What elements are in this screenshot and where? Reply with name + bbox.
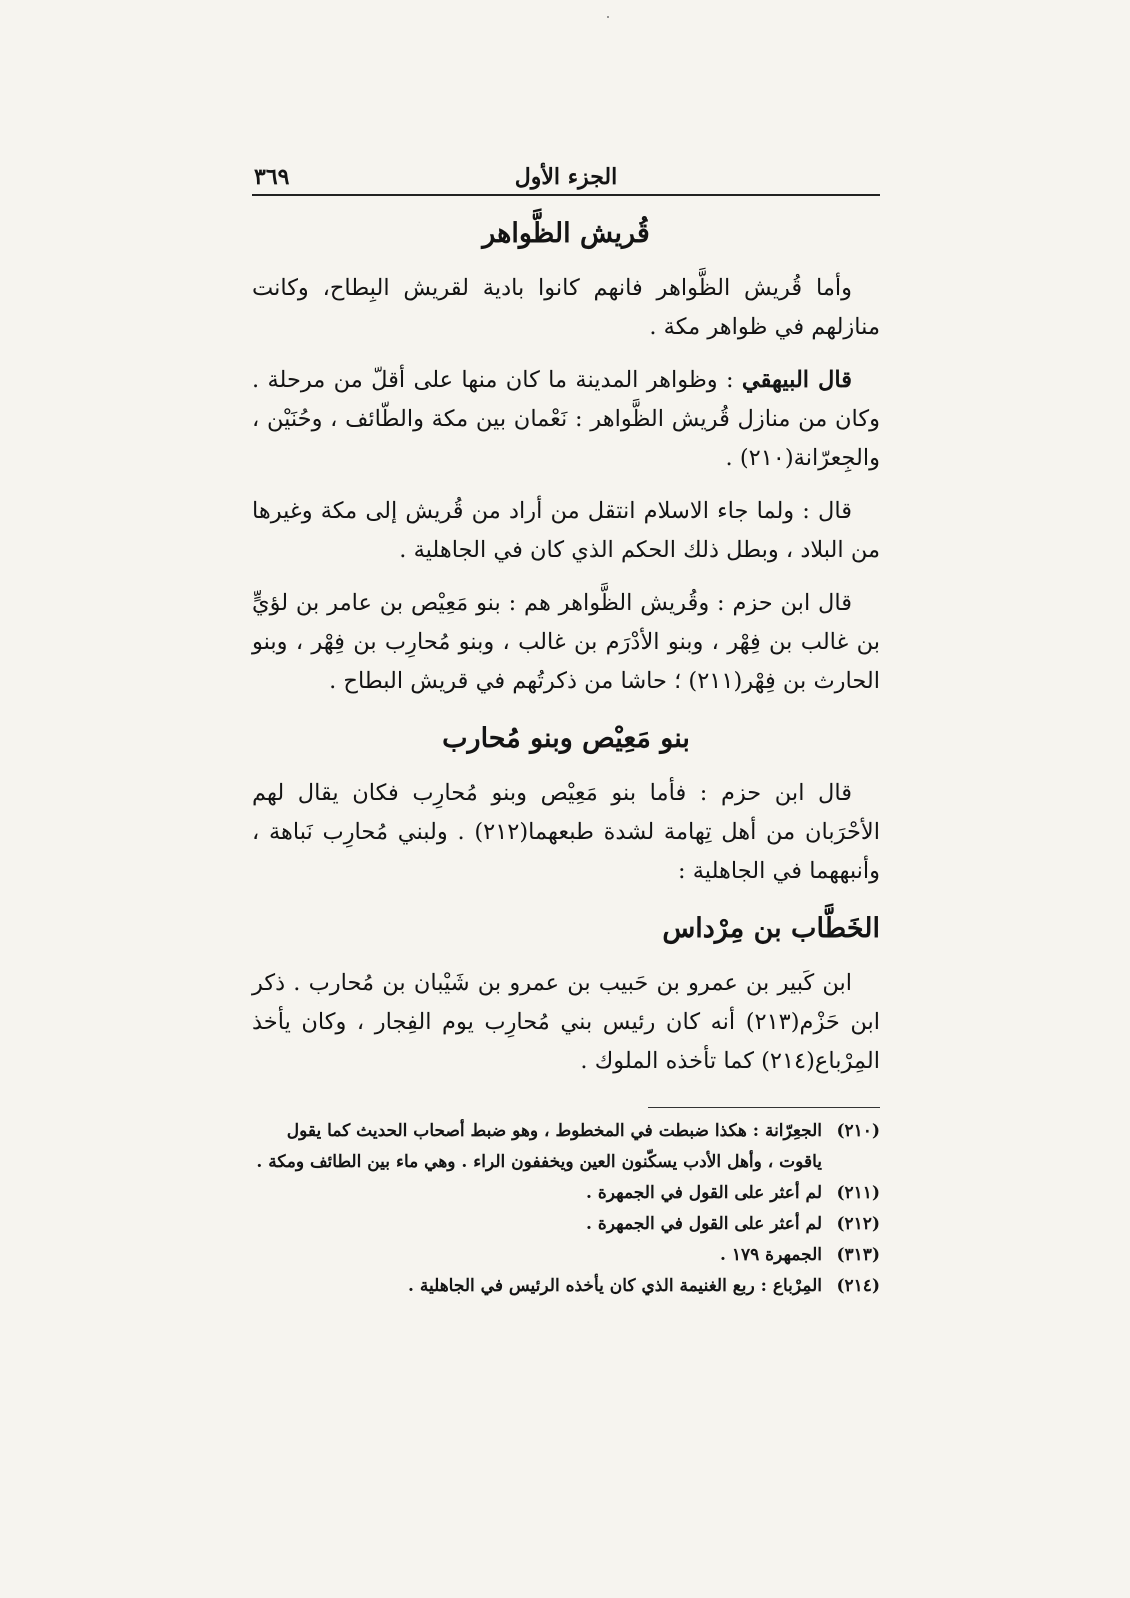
footnote-text: الجمهرة ١٧٩ .	[720, 1245, 822, 1265]
paragraph-text: قال ابن حزم : فأما بنو مَعِيْص وبنو مُحارِب فكان يقال لهم الأحْرَبان من أهل تِهامة لشدة طبعهما(٢١٢) . ولبني مُحارِب نَباهة ، وأنبههما في الجاهلية :	[252, 780, 880, 884]
footnote-text: لم أعثر على القول في الجمهرة .	[586, 1183, 822, 1203]
paragraph-text: ابن كَبير بن عمرو بن حَبيب بن عمرو بن شَيْبان بن مُحارب . ذكر ابن حَزْم(٢١٣) أنه كان رئيس بني مُحارِب يوم الفِجار ، وكان يأخذ المِرْباع(٢١٤) كما تأخذه الملوك .	[252, 970, 880, 1074]
paragraph-text: وأما قُريش الظَّواهر فانهم كانوا بادية لقريش البِطاح، وكانت منازلهم في ظواهر مكة .	[252, 275, 880, 340]
paragraph-text: : وظواهر المدينة ما كان منها على أقلّ من مرحلة . وكان من منازل قُريش الظَّواهر : نَعْمان بين مكة والطّائف ، وحُنَيْن ، والجِعرّانة(٢١٠) .	[252, 367, 880, 471]
footnote-number: (٢١٠)	[836, 1121, 880, 1141]
paragraph	[252, 584, 880, 701]
book-page	[252, 160, 880, 1302]
footnote-number: (٢١٢)	[836, 1214, 880, 1234]
footnote	[252, 1240, 880, 1271]
footnote-text: الجعِرّانة : هكذا ضبطت في المخطوط ، وهو ضبط أصحاب الحديث كما يقول ياقوت ، وأهل الأدب يسكّنون العين ويخففون الراء . وهي ماء بين الطائف ومكة .	[256, 1121, 822, 1172]
footnote-number: (٢١١)	[836, 1183, 880, 1203]
footnote	[252, 1209, 880, 1240]
footnote-rule	[648, 1107, 880, 1108]
footnote-text: لم أعثر على القول في الجمهرة .	[586, 1214, 822, 1234]
paragraph	[252, 964, 880, 1081]
paragraph	[252, 492, 880, 570]
paragraph	[252, 269, 880, 347]
section-heading-quraysh-zawahir: قُريش الظَّواهر	[482, 218, 650, 249]
footnote-number: (٢١٤)	[836, 1276, 880, 1296]
paragraph	[252, 361, 880, 478]
footnote	[252, 1116, 880, 1178]
footnote-text: المِرْباع : ربع الغنيمة الذي كان يأخذه الرئيس في الجاهلية .	[408, 1276, 822, 1296]
section-heading-banu-muays: بنو مَعِيْص وبنو مُحارب	[442, 723, 690, 754]
footnotes	[252, 1116, 880, 1302]
footnote-number: (٣١٣)	[836, 1245, 880, 1265]
paragraph	[252, 774, 880, 891]
footnote	[252, 1178, 880, 1209]
page-number: ٣٦٩	[254, 164, 290, 190]
header-rule	[252, 194, 880, 196]
paragraph-text: قال : ولما جاء الاسلام انتقل من أراد من قُريش إلى مكة وغيرها من البلاد ، وبطل ذلك الحكم الذي كان في الجاهلية .	[252, 498, 880, 563]
paragraph-lead: قال البيهقي	[741, 367, 852, 393]
running-title: الجزء الأول	[514, 164, 618, 190]
running-header	[252, 160, 880, 194]
paragraph-text: قال ابن حزم : وقُريش الظَّواهر هم : بنو مَعِيْص بن عامر بن لؤيٍّ بن غالب بن فِهْر ، وبنو الأدْرَم بن غالب ، وبنو مُحارِب بن فِهْر ، وبنو الحارث بن فِهْر(٢١١) ؛ حاشا من ذكرتُهم في قريش البطاح .	[252, 590, 880, 694]
scan-speck	[607, 16, 609, 18]
footnote	[252, 1271, 880, 1302]
section-heading-khattab: الخَطَّاب بن مِرْداس	[662, 913, 880, 944]
